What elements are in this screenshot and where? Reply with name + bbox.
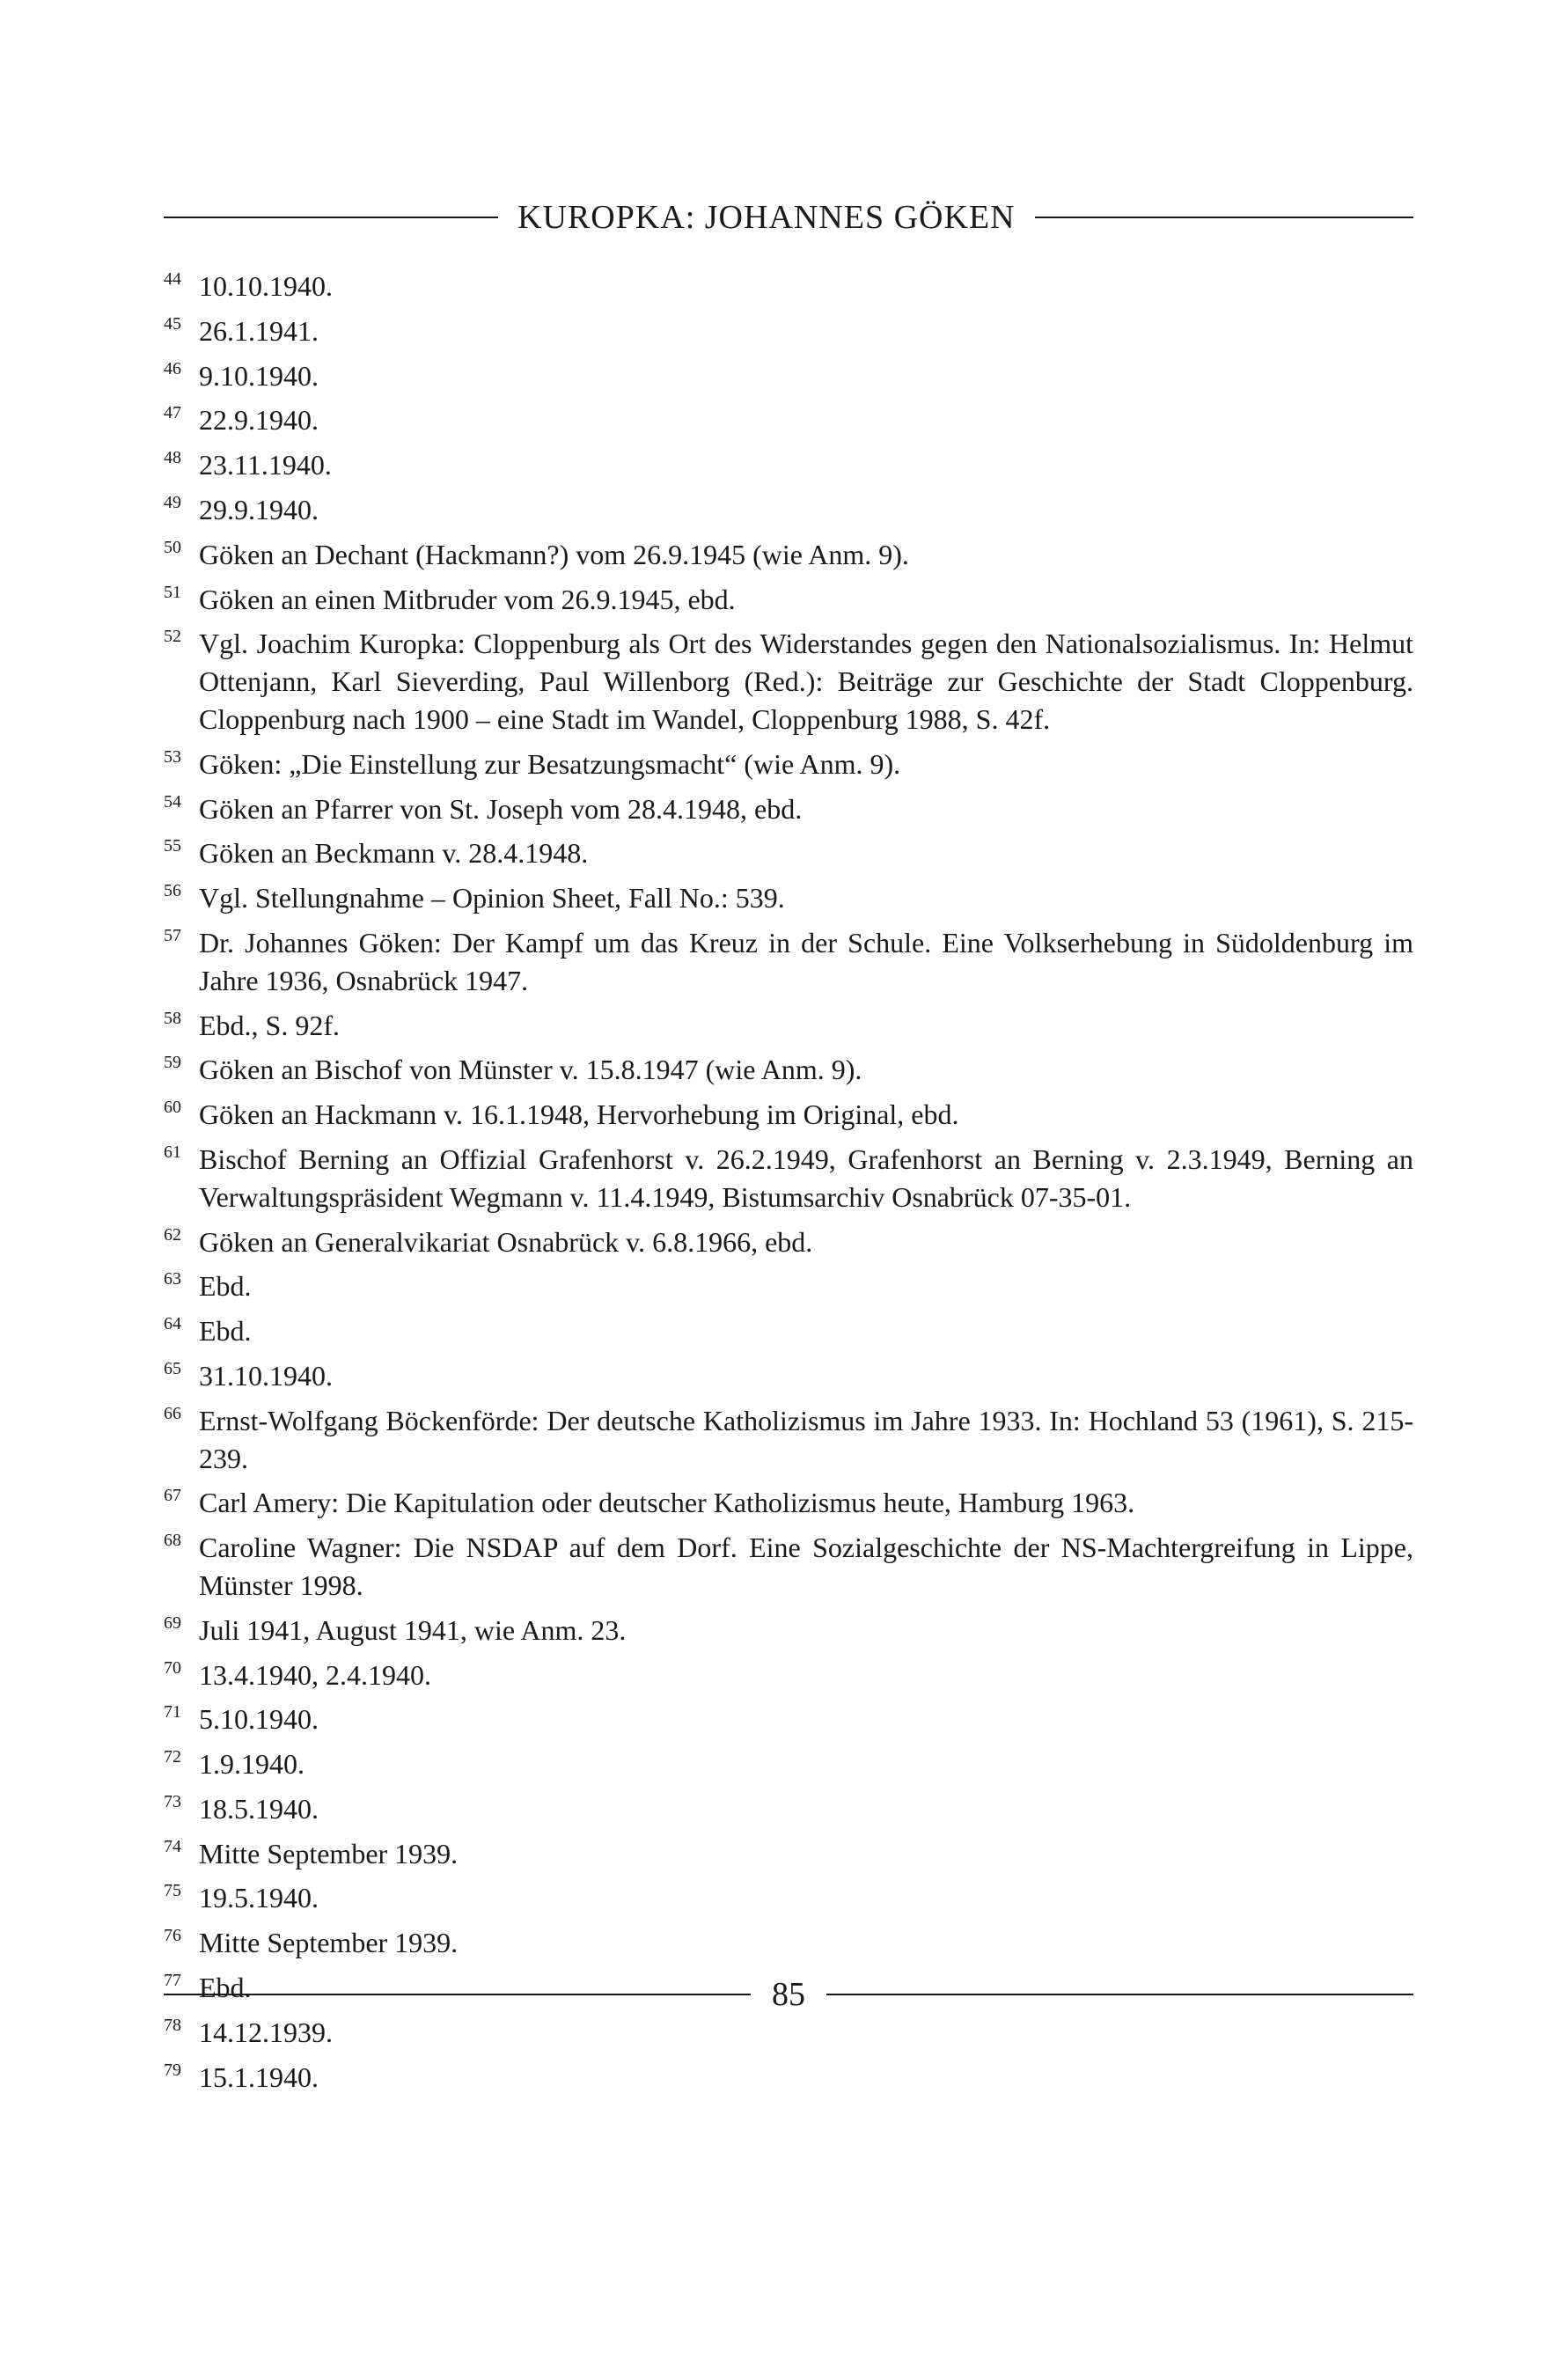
header-rule-right [1035,217,1413,218]
footnote [164,1260,1413,1305]
footnote-number: 73 [164,1791,181,1811]
footnote-number: 49 [164,492,181,512]
footnote [164,394,1413,439]
footnote [164,1350,1413,1395]
footnote-number: 60 [164,1098,181,1118]
footnote-number: 55 [164,836,181,856]
footnote-text: Göken an Pfarrer von St. Joseph vom 28.4.1948, ebd. [199,792,803,825]
footnote [164,827,1413,872]
footnote-number: 69 [164,1612,181,1633]
footnote [164,1649,1413,1694]
footer-rule-right [826,1994,1413,1995]
footnote [164,783,1413,828]
footnote-number: 65 [164,1358,181,1378]
footnote [164,529,1413,574]
footnote-text: Ebd. [199,1270,252,1303]
footnote [164,917,1413,1000]
footnote-number: 70 [164,1657,181,1678]
footnote-text: Ebd. [199,1315,252,1348]
footnote-number: 56 [164,881,181,901]
footnote-text: Bischof Berning an Offizial Grafenhorst v. 26.2.1949, Grafenhorst an Berning v. 2.3.1949, Berning an Verwaltungspräsident Wegmann v. 11.4.1949, Bistumsarchiv Osnabrück 07-35-01. [199,1142,1413,1213]
footnote-text: Ernst-Wolfgang Böckenförde: Der deutsche Katholizismus im Jahre 1933. In: Hochland 53 (1961), S. 215-239. [199,1404,1413,1474]
footnote-number: 44 [164,269,181,289]
footnote [164,1917,1413,1962]
footnote [164,1044,1413,1089]
footnote-text: Mitte September 1939. [199,1927,459,1959]
footnote [164,574,1413,619]
footnote-text: Göken an Bischof von Münster v. 15.8.1947 (wie Anm. 9). [199,1054,862,1086]
footnotes-list [164,261,1413,2096]
footnote-number: 46 [164,358,181,378]
footnote-text: Vgl. Joachim Kuropka: Cloppenburg als Ort des Widerstandes gegen den Nationalsozialismus. In: Helmut Ottenjann, Karl Sieverding, Paul Willenborg (Red.): Beiträge zur Geschichte der Stadt Cloppenburg. Cloppenburg nach 1900 – eine Stadt im Wandel, Cloppenburg 1988, S. 42f. [199,628,1413,735]
footnote-number: 71 [164,1702,181,1723]
footnote-text: Göken an Beckmann v. 28.4.1948. [199,837,589,870]
footnote-text: Dr. Johannes Göken: Der Kampf um das Kreuz in der Schule. Eine Volkserhebung in Südoldenburg im Jahre 1936, Osnabrück 1947. [199,926,1413,996]
footnote [164,1783,1413,1828]
footnote-text: Göken an Hackmann v. 16.1.1948, Hervorhebung im Original, ebd. [199,1098,959,1131]
footnote [164,1395,1413,1478]
footnote-number: 57 [164,925,181,945]
footnote [164,2052,1413,2097]
footnote-text: Mitte September 1939. [199,1837,459,1869]
footnote-number: 74 [164,1836,181,1856]
page-footer [164,1968,1413,2021]
footnote-number: 63 [164,1269,181,1289]
footnote-text: 29.9.1940. [199,493,319,525]
footnote-number: 76 [164,1926,181,1946]
footnote [164,1605,1413,1649]
page-number: 85 [772,1976,805,2013]
footnote [164,1305,1413,1350]
footnote-text: 15.1.1940. [199,2060,319,2093]
footnote-text: Göken an Dechant (Hackmann?) vom 26.9.1945 (wie Anm. 9). [199,538,909,570]
footnote [164,261,1413,305]
footnote [164,350,1413,395]
footnote [164,1089,1413,1134]
footnote-number: 77 [164,1971,181,1991]
footnote-text: Vgl. Stellungnahme – Opinion Sheet, Fall No.: 539. [199,882,785,915]
footnote [164,872,1413,917]
footnote-text: 23.11.1940. [199,449,332,481]
footnote-text: 18.5.1940. [199,1792,319,1825]
footnote [164,1872,1413,1917]
footnote [164,1522,1413,1605]
footnote-text: 14.12.1939. [199,2016,333,2048]
footnote-number: 47 [164,403,181,423]
footnote-number: 67 [164,1486,181,1506]
footnote-number: 79 [164,2060,181,2080]
footnote-text: 9.10.1940. [199,359,319,392]
running-title: KUROPKA: JOHANNES GÖKEN [517,199,1016,236]
footnote-number: 66 [164,1403,181,1423]
footnote-text: Göken an Generalvikariat Osnabrück v. 6.8.1966, ebd. [199,1225,813,1258]
footnote-number: 59 [164,1053,181,1073]
footnote-text: 26.1.1941. [199,314,319,347]
footnote-text: 5.10.1940. [199,1703,319,1736]
footnote [164,1216,1413,1261]
footnote-number: 78 [164,2015,181,2035]
footnote-number: 58 [164,1008,181,1028]
header-rule-left [164,217,498,218]
footer-rule-left [164,1994,751,1995]
footnote [164,439,1413,484]
footnote-text: 31.10.1940. [199,1359,333,1392]
footnote-number: 64 [164,1314,181,1334]
footnote-number: 75 [164,1881,181,1901]
footnote-number: 53 [164,746,181,767]
footnote-text: Ebd., S. 92f. [199,1009,340,1041]
footnote [164,1693,1413,1738]
footnote-text: Göken: „Die Einstellung zur Besatzungsmacht“ (wie Anm. 9). [199,747,901,780]
footnote-number: 45 [164,313,181,334]
footnote-number: 61 [164,1142,181,1162]
footnote [164,1134,1413,1216]
footnote-text: 1.9.1940. [199,1748,305,1781]
footnote-text: Ebd. [199,1972,252,2004]
footnote-number: 52 [164,627,181,647]
footnote-text: 13.4.1940, 2.4.1940. [199,1658,431,1691]
footnote-number: 50 [164,537,181,557]
footnote [164,618,1413,738]
footnote-number: 62 [164,1224,181,1245]
footnote-text: Göken an einen Mitbruder vom 26.9.1945, ebd. [199,583,736,615]
footnote-text: 10.10.1940. [199,270,333,302]
footnote [164,1738,1413,1783]
footnote-number: 54 [164,791,181,812]
footnote [164,1000,1413,1045]
footnote-text: Caroline Wagner: Die NSDAP auf dem Dorf. Eine Sozialgeschichte der NS-Machtergreifung in Lippe, Münster 1998. [199,1532,1413,1601]
footnote-number: 68 [164,1531,181,1551]
footnote [164,1477,1413,1522]
footnote-number: 51 [164,582,181,602]
footnote-number: 72 [164,1747,181,1767]
footnote-text: Juli 1941, August 1941, wie Anm. 23. [199,1613,627,1646]
footnote-number: 48 [164,448,181,468]
footnote-text: 19.5.1940. [199,1882,319,1914]
footnote [164,484,1413,529]
footnote [164,1828,1413,1873]
running-head [164,192,1413,243]
footnote [164,305,1413,350]
footnote-text: Carl Amery: Die Kapitulation oder deutscher Katholizismus heute, Hamburg 1963. [199,1487,1135,1519]
footnote-text: 22.9.1940. [199,404,319,437]
footnote [164,738,1413,783]
